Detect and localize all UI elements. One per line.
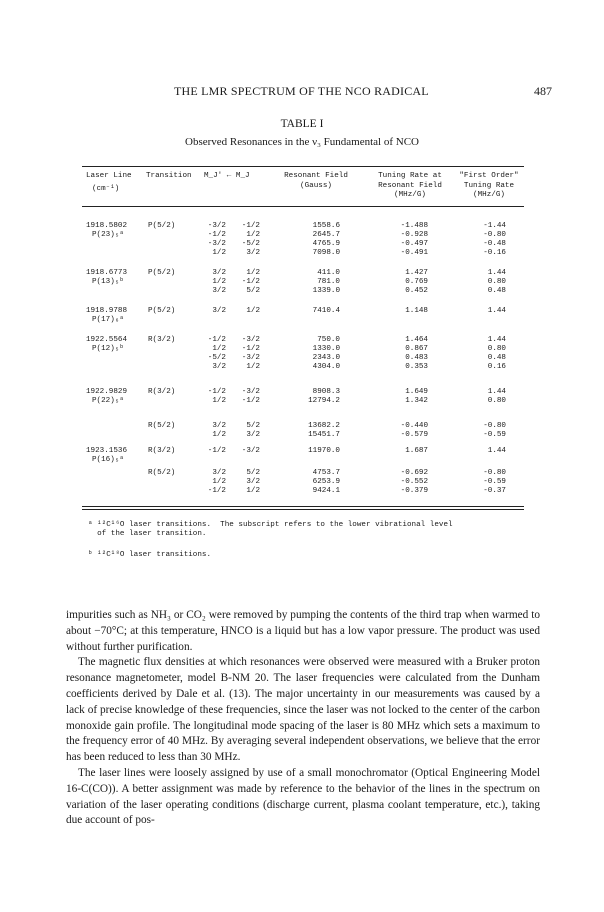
table-cell-mj: 5/2 [246, 422, 260, 430]
table-cell-mjp: 3/2 [212, 422, 226, 430]
table-cell-mjp: 3/2 [212, 287, 226, 295]
table-cell-tune: 1.649 [405, 388, 428, 396]
table-cell-line: 1918.9788 [86, 307, 128, 315]
table-cell-tune: 1.427 [405, 269, 428, 277]
table-cell-tune: -0.579 [400, 431, 428, 439]
table-cell-mj: -1/2 [241, 222, 260, 230]
table-cell-mjp: 1/2 [212, 431, 226, 439]
table-bottom-rule-2 [82, 509, 524, 510]
table-cell-field: 9424.1 [312, 487, 340, 495]
table-cell-first: -0.59 [483, 431, 506, 439]
table-cell-field: 411.0 [317, 269, 340, 277]
header-laser-line: Laser Line (cm⁻¹) [86, 172, 132, 193]
table-cell-line: 1922.9829 [86, 388, 128, 396]
table-cell-mjp: 1/2 [212, 345, 226, 353]
table-cell-mjp: -1/2 [207, 487, 226, 495]
table-cell-mj: 3/2 [246, 478, 260, 486]
header-resonant-field: Resonant Field (Gauss) [284, 172, 348, 190]
table-cell-first: -0.48 [483, 240, 506, 248]
table-cell-first: 0.16 [487, 363, 506, 371]
table-cell-field: 7410.4 [312, 307, 340, 315]
paragraph: The magnetic flux densities at which resonances were observed were measured with a Bruker proton resonance magnetometer, model B-NM 20. The laser frequencies were calculated from the Dunham coefficients derived by Dale et al. (13). The major uncertainty in our measurements was caused by a lack of precise knowledge of these frequencies, since the laser was not locked to the center of the carbon monoxide gain profile. The longitudinal mode spacing of the laser is 80 MHz which sets a maximum to the frequency error of 40 MHz. By averaging several independent observations, we believe that the error has been reduced to less than 30 MHz. [66, 656, 540, 764]
table-cell-line: 1923.1536 [86, 447, 128, 455]
table-cell-field: 781.0 [317, 278, 340, 286]
table-cell-field: 4765.9 [312, 240, 340, 248]
table-cell-mj: 3/2 [246, 249, 260, 257]
body-text [66, 608, 540, 829]
table-cell-mj: -3/2 [241, 336, 260, 344]
table-cell-mjp: 1/2 [212, 397, 226, 405]
footnote-b: ᵇ ¹²C¹⁸O laser transitions. [88, 551, 212, 559]
header-transition: Transition [146, 172, 192, 180]
table-cell-tune: 1.464 [405, 336, 428, 344]
table-caption: Observed Resonances in the ν₃ Fundamental of NCO [185, 136, 419, 148]
page-number: 487 [534, 84, 552, 98]
table-cell-first: -0.80 [483, 469, 506, 477]
header-mj: M_J′ ← M_J [204, 172, 250, 180]
table-cell-first: 0.80 [487, 278, 506, 286]
table-cell-field: 13682.2 [308, 422, 340, 430]
table-cell-mj: 1/2 [246, 363, 260, 371]
table-cell-first: -0.16 [483, 249, 506, 257]
table-cell-line: 1918.5802 [86, 222, 128, 230]
table-cell-first: 0.48 [487, 354, 506, 362]
table-cell-trans: P(5/2) [148, 307, 176, 315]
header-tuning-rate: Tuning Rate at Resonant Field (MHz/G) [378, 172, 442, 199]
table-cell-tune: 0.353 [405, 363, 428, 371]
table-cell-laser-label: P(16)₅ᵃ [92, 456, 124, 464]
running-title: THE LMR SPECTRUM OF THE NCO RADICAL [174, 84, 429, 98]
table-cell-tune: -1.488 [400, 222, 428, 230]
table-cell-trans: P(5/2) [148, 269, 176, 277]
table-cell-field: 8908.3 [312, 388, 340, 396]
table-cell-mj: 5/2 [246, 469, 260, 477]
table-cell-mjp: 3/2 [212, 307, 226, 315]
table-cell-field: 1339.0 [312, 287, 340, 295]
table-cell-mjp: 1/2 [212, 278, 226, 286]
table-cell-mjp: -3/2 [207, 222, 226, 230]
table-cell-line: 1918.6773 [86, 269, 128, 277]
table-cell-first: 0.80 [487, 397, 506, 405]
table-cell-mj: 1/2 [246, 307, 260, 315]
table-cell-first: -0.37 [483, 487, 506, 495]
table-cell-field: 12794.2 [308, 397, 340, 405]
table-cell-mjp: 3/2 [212, 269, 226, 277]
table-cell-mj: -1/2 [241, 278, 260, 286]
table-cell-laser-label: P(13)₅ᵇ [92, 278, 124, 286]
table-cell-mj: -3/2 [241, 354, 260, 362]
table-cell-field: 6253.9 [312, 478, 340, 486]
table-cell-mj: 1/2 [246, 487, 260, 495]
table-cell-mjp: -1/2 [207, 388, 226, 396]
table-cell-mj: 3/2 [246, 431, 260, 439]
table-cell-line: 1922.5564 [86, 336, 128, 344]
table-header-rule [82, 206, 524, 207]
table-footnotes [88, 521, 528, 572]
table-cell-laser-label: P(23)₅ᵃ [92, 231, 124, 239]
paragraph: The laser lines were loosely assigned by use of a small monochromator (Optical Engineering Model 16-C(CO)). A better assignment was made by reference to the behavior of the lines in the spectrum on variation of the laser operating conditions (discharge current, plasma coolant temperature, etc.), taking due account of pos- [66, 766, 540, 827]
table-cell-trans: R(3/2) [148, 388, 176, 396]
table-cell-mjp: -5/2 [207, 354, 226, 362]
table-cell-laser-label: P(22)₅ᵃ [92, 397, 124, 405]
table-cell-mj: -1/2 [241, 345, 260, 353]
table-cell-tune: 1.687 [405, 447, 428, 455]
table-cell-first: -0.59 [483, 478, 506, 486]
table-cell-mjp: 1/2 [212, 478, 226, 486]
table-cell-first: 1.44 [487, 388, 506, 396]
table-cell-field: 4304.0 [312, 363, 340, 371]
table-label: TABLE I [280, 118, 324, 130]
table-cell-tune: 1.148 [405, 307, 428, 315]
table-cell-mj: 5/2 [246, 287, 260, 295]
paragraph: impurities such as NH₃ or CO₂ were removed by pumping the contents of the third trap when warmed to about −70°C; at this temperature, HNCO is a liquid but has a low vapor pressure. The product was used without further purification. [66, 609, 540, 653]
table-cell-trans: R(3/2) [148, 336, 176, 344]
table-cell-mj: -3/2 [241, 388, 260, 396]
table-cell-tune: 0.452 [405, 287, 428, 295]
footnote-a: ᵃ ¹²C¹⁶O laser transitions. The subscript refers to the lower vibrational level of the laser transition. [88, 521, 453, 538]
table-cell-trans: R(3/2) [148, 447, 176, 455]
table-cell-first: 0.48 [487, 287, 506, 295]
table-cell-trans: P(5/2) [148, 222, 176, 230]
table-cell-mjp: 3/2 [212, 363, 226, 371]
table-cell-tune: -0.692 [400, 469, 428, 477]
table-cell-tune: -0.928 [400, 231, 428, 239]
table-cell-mjp: -3/2 [207, 240, 226, 248]
table-cell-field: 4753.7 [312, 469, 340, 477]
table-bottom-rule [82, 506, 524, 507]
table-cell-first: 1.44 [487, 269, 506, 277]
table-cell-mjp: -1/2 [207, 231, 226, 239]
table-cell-field: 750.0 [317, 336, 340, 344]
table-cell-tune: -0.379 [400, 487, 428, 495]
table-cell-tune: 0.769 [405, 278, 428, 286]
table-cell-field: 1558.6 [312, 222, 340, 230]
table-cell-tune: -0.552 [400, 478, 428, 486]
table-top-rule [82, 166, 524, 167]
table-cell-field: 1330.0 [312, 345, 340, 353]
table-cell-trans: R(5/2) [148, 469, 176, 477]
table-cell-mj: -5/2 [241, 240, 260, 248]
table-cell-mj: 1/2 [246, 231, 260, 239]
table-cell-first: 1.44 [487, 336, 506, 344]
table-cell-mj: -1/2 [241, 397, 260, 405]
table-cell-tune: -0.497 [400, 240, 428, 248]
table-cell-field: 11970.0 [308, 447, 340, 455]
table-cell-tune: 0.483 [405, 354, 428, 362]
table-cell-mjp: -1/2 [207, 336, 226, 344]
table-cell-first: -1.44 [483, 222, 506, 230]
table-cell-first: 1.44 [487, 447, 506, 455]
table-cell-first: -0.80 [483, 422, 506, 430]
table-cell-mjp: 3/2 [212, 469, 226, 477]
table-cell-mj: -3/2 [241, 447, 260, 455]
table-cell-first: 0.80 [487, 345, 506, 353]
table-cell-mj: 1/2 [246, 269, 260, 277]
table-cell-field: 7098.0 [312, 249, 340, 257]
table-cell-field: 15451.7 [308, 431, 340, 439]
table-cell-mjp: -1/2 [207, 447, 226, 455]
table-cell-tune: 1.342 [405, 397, 428, 405]
table-cell-trans: R(5/2) [148, 422, 176, 430]
table-cell-laser-label: P(17)₆ᵃ [92, 316, 124, 324]
header-first-order: "First Order" Tuning Rate (MHz/G) [459, 172, 519, 199]
table-cell-field: 2645.7 [312, 231, 340, 239]
table-cell-first: -0.80 [483, 231, 506, 239]
table-cell-tune: -0.491 [400, 249, 428, 257]
table-cell-field: 2343.0 [312, 354, 340, 362]
table-cell-tune: 0.867 [405, 345, 428, 353]
table-cell-laser-label: P(12)₅ᵇ [92, 345, 124, 353]
table-cell-first: 1.44 [487, 307, 506, 315]
table-cell-tune: -0.440 [400, 422, 428, 430]
table-cell-mjp: 1/2 [212, 249, 226, 257]
